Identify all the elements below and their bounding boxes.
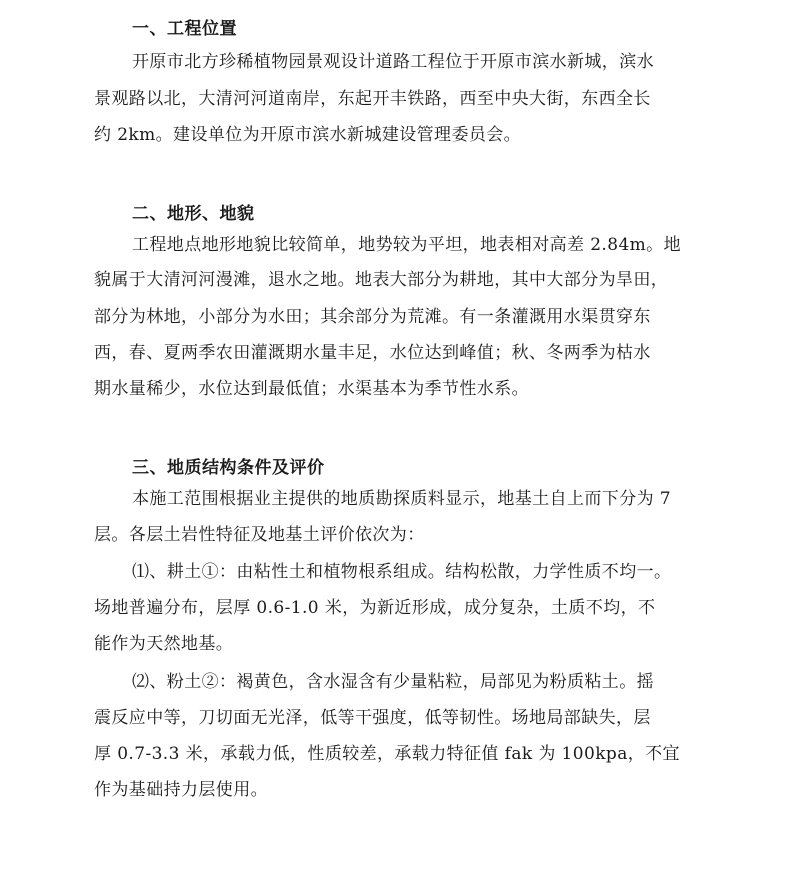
paragraph-line: 约 2km。建设单位为开原市滨水新城建设管理委员会。 xyxy=(94,125,522,145)
paragraph-line: 能作为天然地基。 xyxy=(94,634,234,654)
paragraph-line: 本施工范围根据业主提供的地质勘探质料显示，地基土自上而下分为 7 xyxy=(132,489,672,509)
paragraph-line: 期水量稀少，水位达到最低值；水渠基本为季节性水系。 xyxy=(94,379,529,399)
paragraph-line: ⑵、粉土②：褐黄色，含水湿含有少量粘粒，局部见为粉质粘土。摇 xyxy=(132,672,654,692)
paragraph-line: 层。各层土岩性特征及地基土评价依次为： xyxy=(94,525,425,545)
paragraph-line: 景观路以北，大清河河道南岸，东起开丰铁路，西至中央大街，东西全长 xyxy=(94,89,651,109)
paragraph-line: 场地普遍分布，层厚 0.6-1.0 米，为新近形成，成分复杂，土质不均，不 xyxy=(94,598,656,618)
paragraph-line: 开原市北方珍稀植物园景观设计道路工程位于开原市滨水新城，滨水 xyxy=(132,52,654,72)
paragraph-line: 震反应中等，刀切面无光泽，低等干强度，低等韧性。场地局部缺失，层 xyxy=(94,708,651,728)
paragraph-line: ⑴、耕土①：由粘性土和植物根系组成。结构松散，力学性质不均一。 xyxy=(132,562,672,582)
paragraph-line: 部分为林地，小部分为水田；其余部分为荒滩。有一条灌溉用水渠贯穿东 xyxy=(94,307,651,327)
paragraph-line: 工程地点地形地貌比较简单，地势较为平坦，地表相对高差 2.84m。地 xyxy=(132,235,681,255)
paragraph-line: 貌属于大清河河漫滩，退水之地。地表大部分为耕地，其中大部分为旱田， xyxy=(94,270,669,290)
section-heading: 三、地质结构条件及评价 xyxy=(132,458,325,478)
paragraph-line: 作为基础持力层使用。 xyxy=(94,780,268,800)
section-heading: 一、工程位置 xyxy=(132,19,237,39)
paragraph-line: 西，春、夏两季农田灌溉期水量丰足，水位达到峰值；秋、冬两季为枯水 xyxy=(94,343,651,363)
paragraph-line: 厚 0.7-3.3 米，承载力低，性质较差，承载力特征值 fak 为 100kpa，不宜 xyxy=(94,744,680,764)
section-heading: 二、地形、地貌 xyxy=(132,204,255,224)
